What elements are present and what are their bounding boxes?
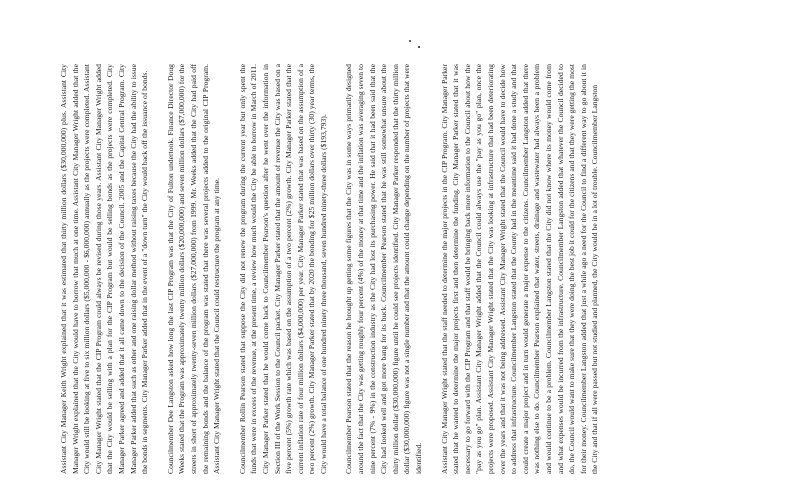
paragraph: Councilmember Pearson stated that the reason he brought up getting some figures that the City was in some ways primarily designed around the fact that the City was getting roughly four percent (4%) of the money at that time and the inflation was averaging seven to nine percent (7% - 9%) in the construction industry as the City had lost its purchasing power. He said that it had been said that the City had looked well and got more bang for its buck. Councilmember Pearson stated that he was still somewhat unsure about the thirty million dollar ($30,000,000) figure until he could see projects identified. City Manager Parker responded that the thirty million dollar ($30,000,000) figure was not a single number and that the amount could change depending on the number of projects that were identified. [344,64,424,474]
rotated-text-block [58,64,758,474]
paragraph: Councilmember Rollin Pearson stated that suppose the City did not renew the program during the current year but only spent the funds that were in excess of the revenue, at the present time, a review how much would the City be able to borrow in March of 2011. City Manager Parker stated that he would come back to Councilmember Pearson's question after he went over the information in Section III of the Work Session to the Council packet. City Manager Parker stated that the amount of revenue the City was based on a five percent (5%) growth rate which was based on the assumption of a two percent (2%) growth. City Manager Parker stated that the current inflation rate of four million dollars ($4,000,000) per year. City Manager Parker stated that was based on the assumption of a two percent (2%) growth. City Manager Parker stated that by 2020 the bonding for $25 million dollars over thirty (30) year terms, the City would have a total balance of one hundred ninety three thousand, seven hundred ninety-three dollars ($193,793). [237,64,328,474]
paragraph: Councilmember Dee Langston asked how long the last CIP Program was that the City of Fulton undertook. Finance Director Doug Weeks stated that the Program was approximately twenty million dollars ($20,000,000) and seven million dollars ($7,000,000) for the streets in short of approximately twenty-seven million dollars ($27,000,000) from 1999. Mr. Weeks added that the City had paid off the remaining bonds and the balance of the program was stated that there was several projects added to the original CIP Program. Assistant City Manager Wright stated that the Council could restructure the program at any time. [165,64,222,474]
scan-speck [418,46,420,48]
scan-speck [409,40,411,42]
paragraph: Assistant City Manager Keith Wright explained that it was estimated that thirty million dollars ($30,000,000) plus. Assistant City Manager Wright explained that the City would have to borrow that much at one time. Assistant City Manager Wright added that the City would still be looking at five to six million dollars ($5,000,000 - $6,000,000) annually as the projects were completed. Assistant City Manager Wright stated that the CIP Program could always be revised during those years. Assistant City Manager Wright added that the City would be selling with a plan for the CIP Program but would be selling bonds as the projects were completed. City Manager Parker agreed and added that it all came down to the decision of the Council. 2005 and the Capital Central Program. City Manager Parker added that such as other and one raising dollar method without raising taxes because the City had the ability to issue the bonds in segments. City Manager Parker added that in the event of a "down turn" the City would back off the issuance of bonds. [59,64,150,474]
paragraph: Assistant City Manager Wright stated that the staff needed to determine the major projects in the CIP Program. City Manager Parker stated that he wanted to determine the major projects first and then determine the funding. City Manager Parker stated that it was necessary to go forward with the CIP Program and that staff would be bringing back more information to the Council about how the "pay as you go" plan. Assistant City Manager Wright added that the Council could always use the "pay as you go" plan, once the projects were proposed. Assistant City Manager Wright stated that the City was looking at infrastructure that had been deteriorating over the years and that it was not being addressed. Assistant City Manager Wright stated that the Council would have to decide how to address that infrastructure. Councilmember Langston stated that the County had in the meantime said it had done a study and that could create a major project and in turn would generate a major expense to the citizens. Councilmember Langston added that there was nothing else to do. Councilmember Pearson explained that water, streets, drainage and wastewater had always been a problem and would continue to be a problem. Councilmember Langston stated that the City did not know where its money would come from and what expenses would be incurred from the infrastructure. Councilmember Langston added that whatever the Council decided to do, the Council would want to make sure that they were doing the best job it could for the citizens and that they were getting the most for their money. Councilmember Langston added that just a while ago a need for the Council to find a different way to go about it in the City and that if all were passed but not studied and planned, the City would be in a lot of trouble. Councilmember Langston [439,64,600,474]
